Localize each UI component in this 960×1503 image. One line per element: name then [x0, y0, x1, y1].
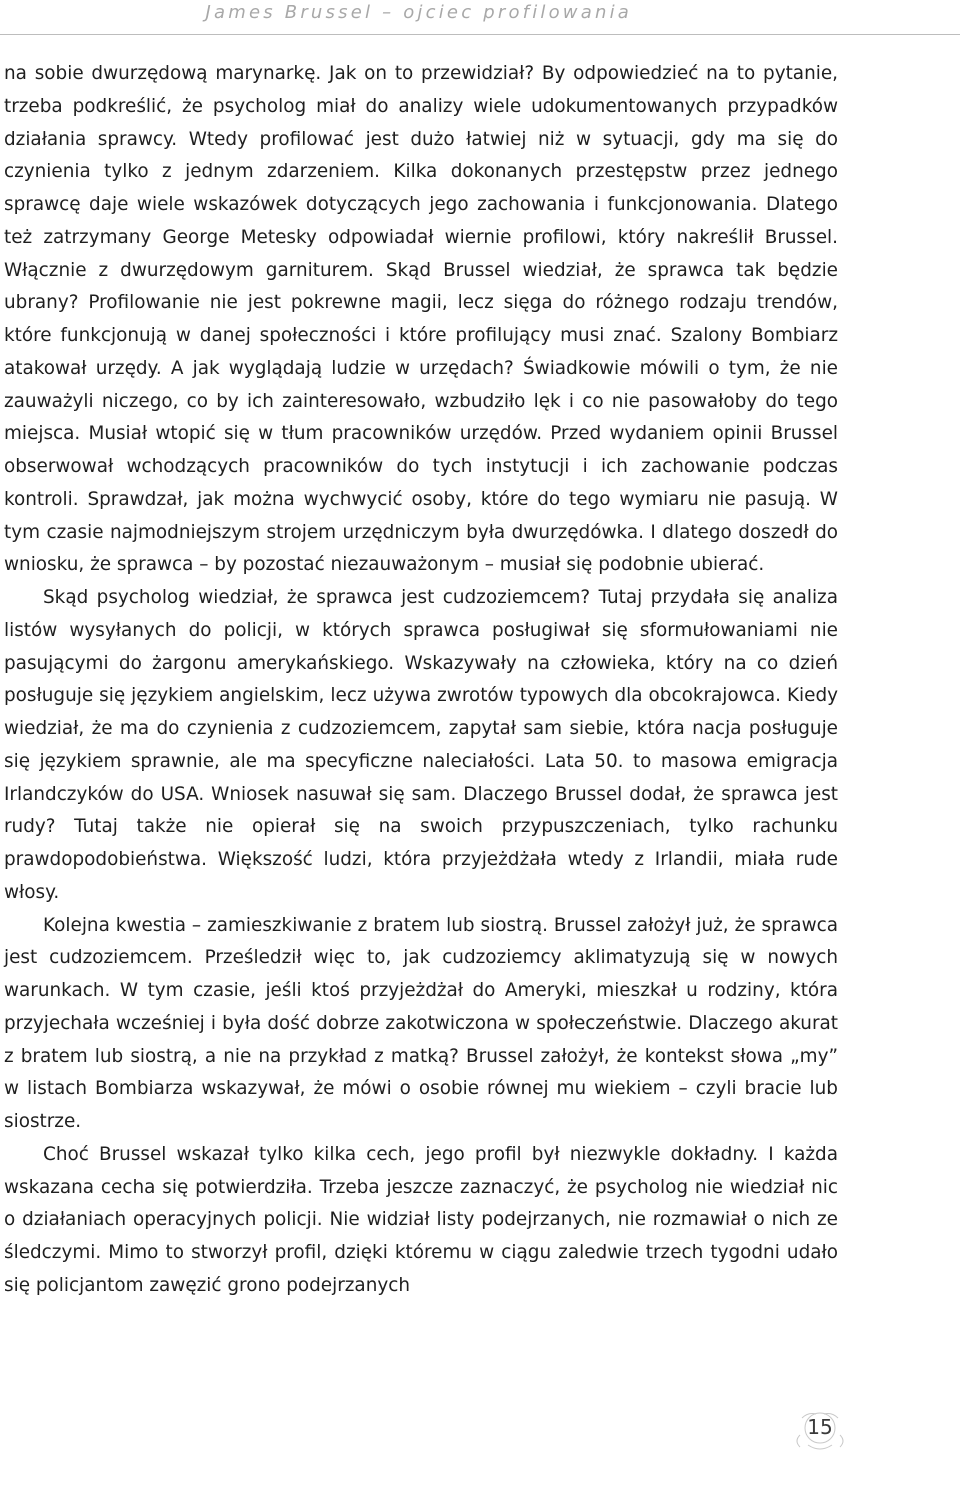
page-number: 15	[807, 1415, 833, 1439]
page-number-badge	[780, 1409, 860, 1453]
running-title: James Brussel – ojciec profilowania	[205, 2, 632, 23]
header-rule	[0, 34, 960, 35]
body-text	[4, 58, 838, 1303]
running-header	[0, 0, 960, 40]
paragraph: Kolejna kwestia – zamieszkiwanie z bratem lub siostrą. Brussel założył już, że sprawca jest cudzoziemcem. Prześledził więc to, jak cudzoziemcy aklimatyzują się w nowych warunkach. W tym czasie, jeśli ktoś przyjeżdżał do Ameryki, mieszkał u rodziny, która przyjechała wcześniej i była dość dobrze zakotwiczona w społeczeństwie. Dlaczego akurat z bratem lub siostrą, a nie na przykład z matką? Brussel założył, że kontekst słowa „my” w listach Bombiarza wskazywał, że mówi o osobie równej mu wiekiem – czyli bracie lub siostrze.	[4, 914, 838, 1132]
paragraph: Skąd psycholog wiedział, że sprawca jest cudzoziemcem? Tutaj przydała się analiza listów wysyłanych do policji, w których sprawca posługiwał się sformułowaniami nie pasującymi do żargonu amerykańskiego. Wskazywały na człowieka, który na co dzień posługuje się językiem angielskim, lecz używa zwrotów typowych dla obcokrajowca. Kiedy wiedział, że ma do czynienia z cudzoziemcem, zapytał sam siebie, która nacja posługuje się językiem sprawnie, ale ma specyficzne naleciałości. Lata 50. to masowa emigracja Irlandczyków do USA. Wniosek nasuwał się sam. Dlaczego Brussel dodał, że sprawca jest rudy? Tutaj także nie opierał się na swoich przypuszczeniach, tylko rachunku prawdopodobieństwa. Większość ludzi, która przyjeżdżała wtedy z Irlandii, miała rude włosy.	[4, 587, 838, 903]
paragraph: Choć Brussel wskazał tylko kilka cech, jego profil był niezwykle dokładny. I każda wskazana cecha się potwierdziła. Trzeba jeszcze zaznaczyć, że psycholog nie wiedział nic o działaniach operacyjnych policji. Nie widział listy podejrzanych, nie rozmawiał o nich ze śledczymi. Mimo to stworzył profil, dzięki któremu w ciągu zaledwie trzech tygodni udało się policjantom zawęzić grono podejrzanych	[4, 1143, 838, 1296]
paragraph: na sobie dwurzędową marynarkę. Jak on to przewidział? By odpowiedzieć na to pytanie, trzeba podkreślić, że psycholog miał do analizy wiele udokumentowanych przypadków działania sprawcy. Wtedy profilować jest dużo łatwiej niż w sytuacji, gdy ma się do czynienia tylko z jednym zdarzeniem. Kilka dokonanych przestępstw przez jednego sprawcę daje wiele wskazówek dotyczących jego zachowania i funkcjonowania. Dlatego też zatrzymany George Metesky odpowiadał wiernie profilowi, który nakreślił Brussel. Włącznie z dwurzędowym garniturem. Skąd Brussel wiedział, że sprawca tak będzie ubrany? Profilowanie nie jest pokrewne magii, lecz sięga do różnego rodzaju trendów, które funkcjonują w danej społeczności i które profilujący musi znać. Szalony Bombiarz atakował urzędy. A jak wyglądają ludzie w urzędach? Świadkowie mówili o tym, że nie zauważyli niczego, co by ich zainteresowało, wzbudziło lęk i co nie pasowałoby do tego miejsca. Musiał wtopić się w tłum pracowników urzędów. Przed wydaniem opinii Brussel obserwował wchodzących pracowników do tych instytucji i ich zachowanie podczas kontroli. Sprawdzał, jak można wychwycić osoby, które do tego wymiaru nie pasują. W tym czasie najmodniejszym strojem urzędniczym była dwurzędówka. I dlatego doszedł do wniosku, że sprawca – by pozostać niezauważonym – musiał się podobnie ubierać.	[4, 63, 838, 576]
